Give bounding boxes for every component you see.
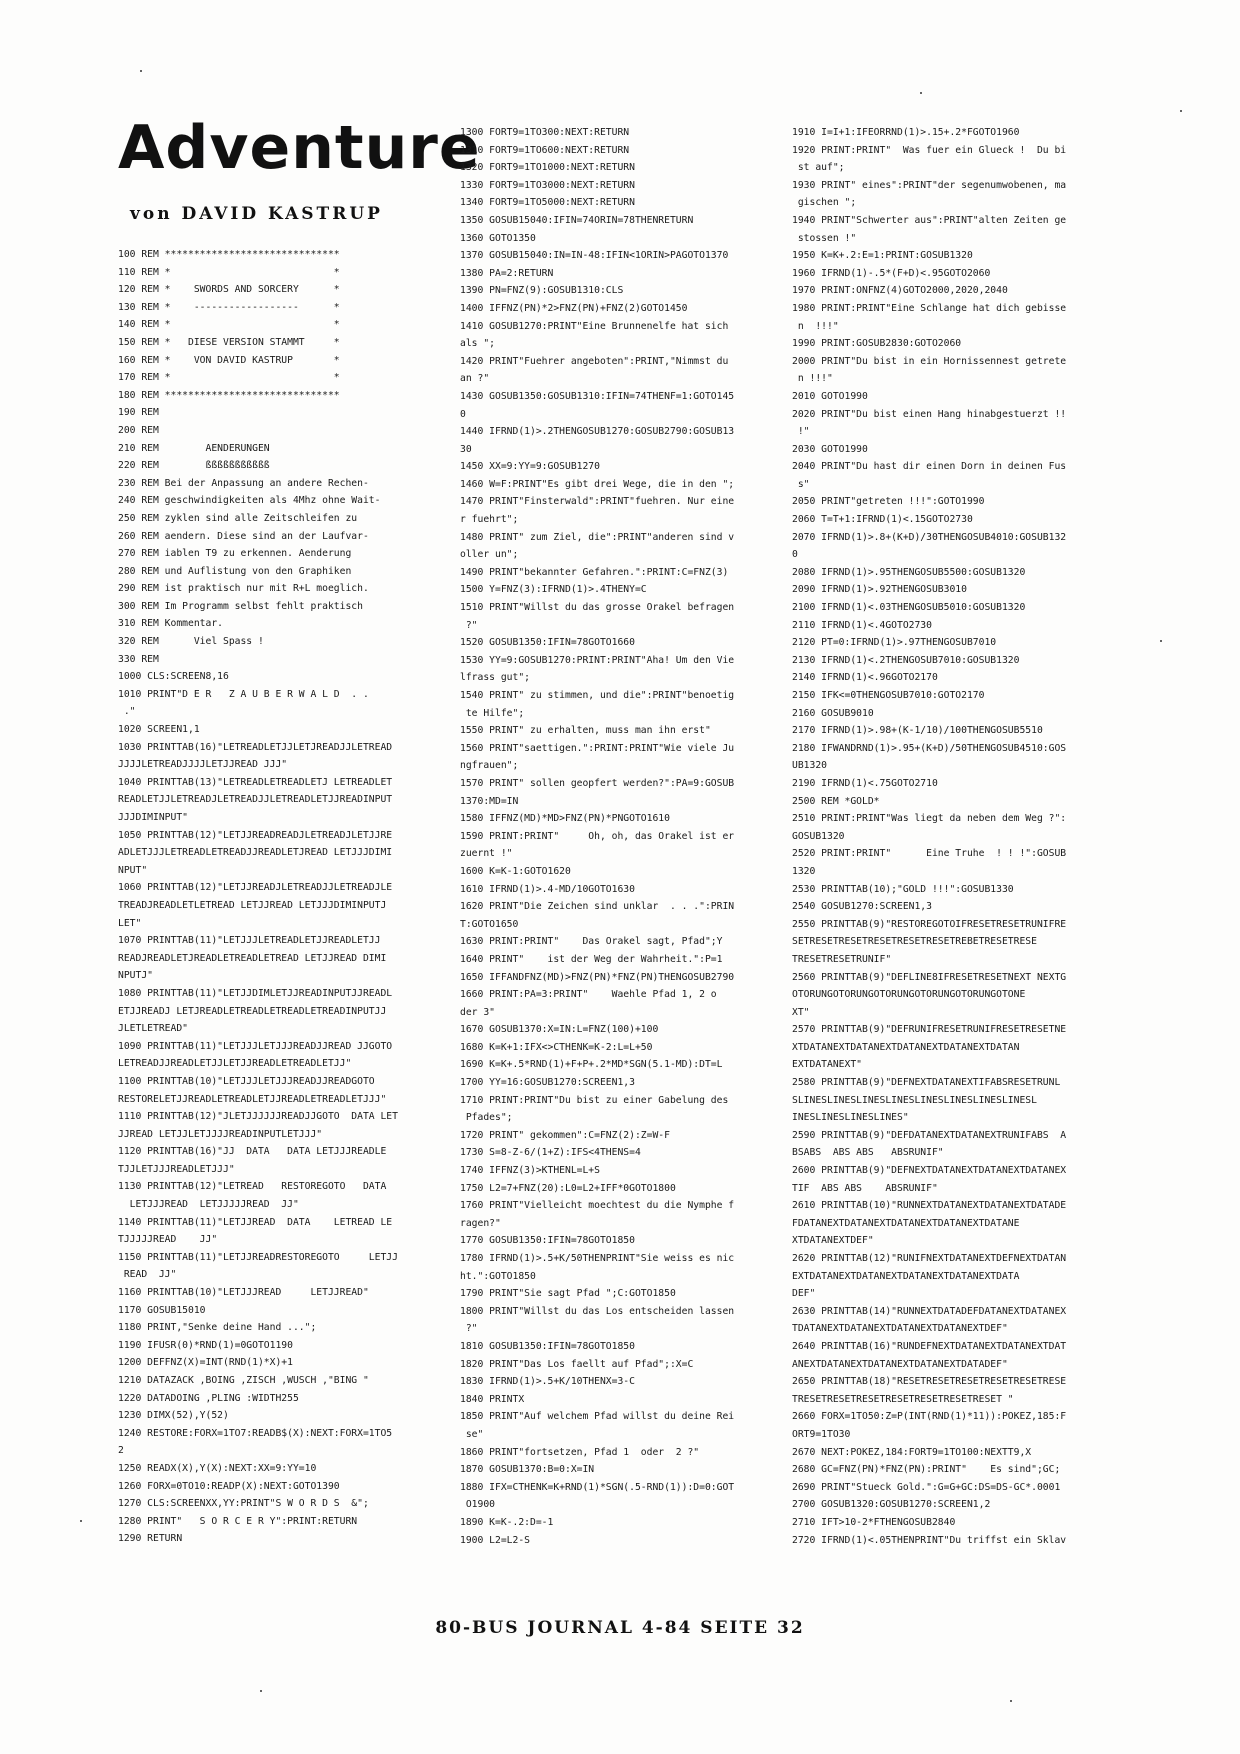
code-line: JJREAD LETJJLETJJJJREADINPUTLETJJJ": [118, 1128, 323, 1140]
code-line: 1660 PRINT:PA=3:PRINT" Waehle Pfad 1, 2 o: [460, 989, 717, 1001]
code-line: 2590 PRINTTAB(9)"DEFDATANEXTDATANEXTRUNIFABS A: [792, 1129, 1067, 1141]
code-line: 2130 IFRND(1)<.2THENGOSUB7010:GOSUB1320: [792, 654, 1020, 666]
code-line: 1940 PRINT"Schwerter aus":PRINT"alten Zeiten ge: [792, 214, 1067, 226]
code-line: 2540 GOSUB1270:SCREEN1,3: [792, 901, 932, 913]
code-line: 1060 PRINTTAB(12)"LETJJREADJLETREADJJLETREADJLE: [118, 882, 393, 894]
code-line: ht.":GOTO1850: [460, 1270, 536, 1282]
code-line: n !!!": [792, 373, 833, 385]
scan-speck: [1010, 1700, 1012, 1702]
code-line: 2080 IFRND(1)>.95THENGOSUB5500:GOSUB1320: [792, 566, 1026, 578]
scan-speck: [140, 70, 142, 72]
code-line: 1740 IFFNZ(3)>KTHENL=L+S: [460, 1165, 600, 1177]
code-line: 2140 IFRND(1)<.96GOTO2170: [792, 672, 938, 684]
code-line: 1630 PRINT:PRINT" Das Orakel sagt, Pfad";Y: [460, 936, 723, 948]
code-line: 220 REM ßßßßßßßßßßß: [118, 460, 270, 472]
code-line: 1680 K=K+1:IFX<>CTHENK=K-2:L=L+50: [460, 1041, 653, 1053]
code-line: 1700 YY=16:GOSUB1270:SCREEN1,3: [460, 1077, 635, 1089]
code-line: s": [792, 478, 810, 490]
code-line: an ?": [460, 373, 490, 385]
code-line: JJJDIMINPUT": [118, 812, 188, 823]
code-line: 1230 DIMX(52),Y(52): [118, 1410, 229, 1422]
code-line: 2090 IFRND(1)>.92THENGOSUB3010: [792, 584, 967, 596]
code-line: 2500 REM *GOLD*: [792, 795, 880, 807]
code-line: 1220 DATADOING ,PLING :WIDTH255: [118, 1392, 299, 1404]
code-line: 2560 PRINTTAB(9)"DEFLINE8IFRESETRESETNEXT NEXTG: [792, 971, 1067, 983]
code-line: 1600 K=K-1:GOTO1620: [460, 865, 571, 877]
code-line: 1070 PRINTTAB(11)"LETJJJLETREADLETJJREADLETJJ: [118, 935, 381, 947]
code-line: .": [118, 706, 136, 718]
code-line: SETRESETRESETRESETRESETRESETREBETRESETRESE: [792, 936, 1037, 948]
code-line: !": [792, 426, 810, 438]
code-line: 1330 FORT9=1TO3000:NEXT:RETURN: [460, 179, 635, 191]
code-line: 1240 RESTORE:FORX=1TO7:READB$(X):NEXT:FORX=1TO5: [118, 1427, 393, 1439]
code-line: 210 REM AENDERUNGEN: [118, 442, 270, 454]
code-line: 2000 PRINT"Du bist in ein Hornissennest getrete: [792, 355, 1067, 367]
code-line: 190 REM: [118, 407, 159, 419]
code-line: LETJJJREAD LETJJJJJREAD JJ": [118, 1199, 299, 1211]
code-line: 2190 IFRND(1)<.75GOTO2710: [792, 777, 938, 789]
code-line: ngfrauen";: [460, 760, 519, 772]
code-line: 2550 PRINTTAB(9)"RESTOREGOTOIFRESETRESETRUNIFRE: [792, 918, 1067, 930]
code-line: 1000 CLS:SCREEN8,16: [118, 671, 229, 683]
code-line: 1120 PRINTTAB(16)"JJ DATA DATA LETJJJREADLE: [118, 1146, 387, 1158]
code-line: 2160 GOSUB9010: [792, 707, 874, 719]
code-line: 1450 XX=9:YY=9:GOSUB1270: [460, 461, 600, 473]
code-line: 1410 GOSUB1270:PRINT"Eine Brunnenelfe hat sich: [460, 320, 729, 332]
code-line: 1920 PRINT:PRINT" Was fuer ein Glueck ! Du bi: [792, 144, 1067, 156]
code-line: 2030 GOTO1990: [792, 443, 868, 455]
code-line: 1930 PRINT" eines":PRINT"der segenumwobenen, ma: [792, 179, 1067, 191]
code-line: 2660 FORX=1TO50:Z=P(INT(RND(1)*11)):POKEZ,185:F: [792, 1411, 1067, 1423]
code-line: 1880 IFX=CTHENK=K+RND(1)*SGN(.5-RND(1)):D=0:GOT: [460, 1481, 735, 1493]
code-line: 1300 FORT9=1TO300:NEXT:RETURN: [460, 127, 630, 138]
code-line: 130 REM * ------------------ *: [118, 301, 340, 313]
code-line: 2070 IFRND(1)>.8+(K+D)/30THENGOSUB4010:GOSUB132: [792, 531, 1067, 543]
code-line: 2700 GOSUB1320:GOSUB1270:SCREEN1,2: [792, 1499, 991, 1511]
code-line: 1140 PRINTTAB(11)"LETJJREAD DATA LETREAD LE: [118, 1216, 393, 1228]
code-line: 30: [460, 443, 472, 455]
code-line: 1170 GOSUB15010: [118, 1304, 206, 1316]
code-line: 2100 IFRND(1)<.03THENGOSUB5010:GOSUB1320: [792, 602, 1026, 614]
code-line: 2150 IFK<=0THENGOSUB7010:GOTO2170: [792, 690, 985, 701]
code-line: 1760 PRINT"Vielleicht moechtest du die Nymphe f: [460, 1200, 735, 1212]
code-line: 1620 PRINT"Die Zeichen sind unklar . . .":PRIN: [460, 901, 735, 913]
code-line: 1030 PRINTTAB(16)"LETREADLETJJLETJREADJJLETREAD: [118, 741, 393, 753]
code-line: 2520 PRINT:PRINT" Eine Truhe ! ! !":GOSUB: [792, 848, 1067, 860]
scan-speck: [920, 92, 922, 94]
code-line: 140 REM * *: [118, 319, 340, 331]
code-line: BSABS ABS ABS ABSRUNIF": [792, 1147, 944, 1159]
code-line: O1900: [460, 1499, 495, 1511]
code-line: ANEXTDATANEXTDATANEXTDATANEXTDATADEF": [792, 1358, 1008, 1370]
code-line: 260 REM aendern. Diese sind an der Laufvar-: [118, 530, 369, 542]
code-line: st auf";: [792, 162, 845, 174]
code-line: 320 REM Viel Spass !: [118, 636, 264, 648]
code-line: 1840 PRINTX: [460, 1393, 525, 1405]
code-line: 1190 IFUSR(0)*RND(1)=0GOTO1190: [118, 1339, 293, 1351]
code-line: INESLINESLINESLINES": [792, 1112, 909, 1124]
code-line: lfrass gut";: [460, 672, 530, 684]
code-line: Pfades";: [460, 1112, 513, 1124]
code-line: 1480 PRINT" zum Ziel, die":PRINT"anderen sind v: [460, 531, 735, 543]
code-line: 1590 PRINT:PRINT" Oh, oh, das Orakel ist er: [460, 830, 735, 842]
code-line: 1670 GOSUB1370:X=IN:L=FNZ(100)+100: [460, 1024, 659, 1036]
code-line: 160 REM * VON DAVID KASTRUP *: [118, 354, 340, 366]
code-line: 1550 PRINT" zu erhalten, muss man ihn erst": [460, 725, 711, 737]
code-line: 1350 GOSUB15040:IFIN=74ORIN=78THENRETURN: [460, 214, 694, 226]
code-line: NPUTJ": [118, 970, 153, 982]
code-line: 1380 PA=2:RETURN: [460, 267, 554, 279]
code-line: te Hilfe";: [460, 707, 525, 719]
code-line: als ";: [460, 338, 495, 350]
code-line: TDATANEXTDATANEXTDATANEXTDATANEXTDEF": [792, 1323, 1008, 1335]
scan-speck: [80, 1520, 82, 1522]
code-line: T:GOTO1650: [460, 918, 519, 930]
code-line: TJJLETJJJREADLETJJJ": [118, 1163, 235, 1175]
code-line: 1210 DATAZACK ,BOING ,ZISCH ,WUSCH ,"BING ": [118, 1375, 369, 1386]
code-line: 1750 L2=7+FNZ(20):L0=L2+IFF*0GOTO1800: [460, 1182, 676, 1194]
code-line: READJREADLETJREADLETREADLETREAD LETJJREAD DIMI: [118, 952, 387, 964]
code-line: 1470 PRINT"Finsterwald":PRINT"fuehren. Nur eine: [460, 496, 735, 508]
code-line: 1260 FORX=0TO10:READP(X):NEXT:GOTO1390: [118, 1480, 340, 1492]
code-line: 1830 IFRND(1)>.5+K/10THENX=3-C: [460, 1376, 635, 1388]
code-line: 1510 PRINT"Willst du das grosse Orakel befragen: [460, 602, 735, 614]
code-line: 1080 PRINTTAB(11)"LETJJDIMLETJJREADINPUTJJREADL: [118, 987, 393, 999]
code-line: READ JJ": [118, 1269, 177, 1281]
listing-column-2: [460, 124, 790, 1714]
code-line: 1980 PRINT:PRINT"Eine Schlange hat dich gebisse: [792, 302, 1067, 314]
code-line: 1990 PRINT:GOSUB2830:GOTO2060: [792, 338, 962, 350]
code-line: 150 REM * DIESE VERSION STAMMT *: [118, 336, 340, 348]
code-line: 2040 PRINT"Du hast dir einen Dorn in deinen Fus: [792, 461, 1067, 473]
code-line: 2580 PRINTTAB(9)"DEFNEXTDATANEXTIFABSRESETRUNL: [792, 1077, 1061, 1089]
code-line: 110 REM * *: [118, 266, 340, 278]
code-line: ORT9=1TO30: [792, 1428, 851, 1440]
code-line: XTDATANEXTDEF": [792, 1235, 874, 1247]
code-line: 1500 Y=FNZ(3):IFRND(1)>.4THENY=C: [460, 584, 647, 596]
code-line: 1430 GOSUB1350:GOSUB1310:IFIN=74THENF=1:GOTO145: [460, 390, 735, 402]
code-line: 2020 PRINT"Du bist einen Hang hinabgestuerzt !!: [792, 408, 1067, 420]
code-line: ADLETJJJLETREADLETREADJJREADLETJREAD LETJJJDIMI: [118, 847, 393, 859]
code-line: 250 REM zyklen sind alle Zeitschleifen zu: [118, 512, 358, 524]
code-line: 1780 IFRND(1)>.5+K/50THENPRINT"Sie weiss es nic: [460, 1253, 735, 1264]
code-line: 1530 YY=9:GOSUB1270:PRINT:PRINT"Aha! Um den Vie: [460, 654, 735, 666]
code-line: 2060 T=T+1:IFRND(1)<.15GOTO2730: [792, 514, 973, 526]
code-line: 1640 PRINT" ist der Weg der Wahrheit.":P=1: [460, 953, 723, 965]
code-line: OTORUNGOTORUNGOTORUNGOTORUNGOTORUNGOTONE: [792, 989, 1026, 1001]
code-line: EXTDATANEXTDATANEXTDATANEXTDATANEXTDATA: [792, 1270, 1020, 1282]
code-line: 1850 PRINT"Auf welchem Pfad willst du deine Rei: [460, 1411, 735, 1423]
code-line: 1370 GOSUB15040:IN=IN-48:IFIN<1ORIN>PAGOTO1370: [460, 250, 729, 262]
code-line: 1310 FORT9=1TO600:NEXT:RETURN: [460, 144, 630, 156]
scan-speck: [1180, 110, 1182, 112]
code-line: JLETLETREAD": [118, 1023, 188, 1035]
code-line: 1540 PRINT" zu stimmen, und die":PRINT"benoetig: [460, 690, 735, 701]
code-line: 2510 PRINT:PRINT"Was liegt da neben dem Weg ?":: [792, 813, 1067, 825]
code-line: 2170 IFRND(1)>.98+(K-1/10)/100THENGOSUB5510: [792, 725, 1043, 737]
code-line: 1100 PRINTTAB(10)"LETJJJLETJJJREADJJREADGOTO: [118, 1075, 375, 1087]
code-line: 2110 IFRND(1)<.4GOTO2730: [792, 619, 932, 631]
code-line: se": [460, 1428, 484, 1440]
code-line: 2610 PRINTTAB(10)"RUNNEXTDATANEXTDATANEXTDATADE: [792, 1200, 1067, 1212]
code-line: 1390 PN=FNZ(9):GOSUB1310:CLS: [460, 285, 624, 297]
code-line: 310 REM Kommentar.: [118, 618, 223, 630]
code-line: 1280 PRINT" S O R C E R Y":PRINT:RETURN: [118, 1515, 358, 1527]
code-line: EXTDATANEXT": [792, 1059, 862, 1071]
code-line: 1290 RETURN: [118, 1533, 183, 1545]
code-line: ragen?": [460, 1217, 501, 1229]
code-line: 2630 PRINTTAB(14)"RUNNEXTDATADEFDATANEXTDATANEX: [792, 1305, 1067, 1317]
article-title: Adventure: [118, 113, 481, 183]
code-line: 1010 PRINT"D E R Z A U B E R W A L D . .: [118, 688, 369, 700]
code-line: TIF ABS ABS ABSRUNIF": [792, 1182, 938, 1194]
page-footer: 80-BUS JOURNAL 4-84 SEITE 32: [435, 1618, 805, 1638]
code-line: LET": [118, 917, 142, 929]
code-line: 1360 GOTO1350: [460, 232, 536, 244]
code-line: 280 REM und Auflistung von den Graphiken: [118, 565, 352, 577]
code-line: 120 REM * SWORDS AND SORCERY *: [118, 284, 340, 296]
code-line: TRESETRESETRESETRESETRESETRESETRESET ": [792, 1393, 1014, 1405]
code-line: 300 REM Im Programm selbst fehlt praktisch: [118, 600, 363, 612]
code-line: 1960 IFRND(1)-.5*(F+D)<.95GOTO2060: [792, 267, 991, 279]
code-line: 1890 K=K-.2:D=-1: [460, 1516, 554, 1528]
code-line: r fuehrt";: [460, 514, 519, 526]
code-line: 1770 GOSUB1350:IFIN=78GOTO1850: [460, 1235, 635, 1247]
code-line: XTDATANEXTDATANEXTDATANEXTDATANEXTDATAN: [792, 1041, 1020, 1053]
code-line: 1200 DEFFNZ(X)=INT(RND(1)*X)+1: [118, 1357, 293, 1369]
code-line: ?": [460, 1323, 478, 1335]
code-line: 1900 L2=L2-S: [460, 1534, 530, 1546]
code-line: 1910 I=I+1:IFEORRND(1)>.15+.2*FGOTO1960: [792, 127, 1020, 138]
code-line: 1950 K=K+.2:E=1:PRINT:GOSUB1320: [792, 250, 973, 262]
code-line: 1970 PRINT:ONFNZ(4)GOTO2000,2020,2040: [792, 285, 1008, 297]
code-line: 1320: [792, 865, 816, 877]
code-line: 2710 IFT>10-2*FTHENGOSUB2840: [792, 1516, 956, 1528]
code-line: stossen !": [792, 232, 857, 244]
code-line: LETREADJJREADLETJJLETJJREADLETREADLETJJ": [118, 1058, 352, 1070]
code-line: XT": [792, 1006, 810, 1018]
code-line: 170 REM * *: [118, 372, 340, 384]
code-line: 200 REM: [118, 424, 159, 436]
code-line: 1420 PRINT"Fuehrer angeboten":PRINT,"Nimmst du: [460, 355, 729, 367]
listing-column-3: [792, 124, 1122, 1714]
code-line: 1790 PRINT"Sie sagt Pfad ";C:GOTO1850: [460, 1288, 676, 1300]
code-line: 1690 K=K+.5*RND(1)+F+P+.2*MD*SGN(5.1-MD):DT=L: [460, 1059, 723, 1071]
code-line: 2670 NEXT:POKEZ,184:FORT9=1TO100:NEXTT9,X: [792, 1446, 1032, 1458]
code-line: 1610 IFRND(1)>.4-MD/10GOTO1630: [460, 883, 635, 895]
code-line: 2: [118, 1445, 124, 1457]
code-line: 1720 PRINT" gekommen":C=FNZ(2):Z=W-F: [460, 1129, 670, 1141]
code-line: 270 REM iablen T9 zu erkennen. Aenderung: [118, 548, 352, 560]
code-line: 2690 PRINT"Stueck Gold.":G=G+GC:DS=DS-GC*.0001: [792, 1481, 1061, 1493]
code-line: gischen ";: [792, 197, 857, 209]
code-line: 1730 S=8-Z-6/(1+Z):IFS<4THENS=4: [460, 1147, 641, 1159]
code-line: GOSUB1320: [792, 830, 845, 842]
code-line: READLETJJLETREADJLETREADJJLETREADLETJJREADINPUT: [118, 794, 393, 806]
code-line: 1560 PRINT"saettigen.":PRINT:PRINT"Wie viele Ju: [460, 742, 735, 754]
code-line: 1870 GOSUB1370:B=0:X=IN: [460, 1464, 595, 1476]
code-line: 1800 PRINT"Willst du das Los entscheiden lassen: [460, 1305, 735, 1317]
code-line: DEF": [792, 1288, 816, 1300]
code-line: 2640 PRINTTAB(16)"RUNDEFNEXTDATANEXTDATANEXTDAT: [792, 1340, 1067, 1352]
code-line: 1370:MD=IN: [460, 795, 519, 807]
code-line: 1020 SCREEN1,1: [118, 724, 200, 736]
code-line: 100 REM ******************************: [118, 249, 340, 260]
code-line: 330 REM: [118, 653, 159, 665]
scan-speck: [260, 1690, 262, 1692]
code-line: JJJJLETREADJJJJLETJJREAD JJJ": [118, 759, 288, 771]
code-line: 2180 IFWANDRND(1)>.95+(K+D)/50THENGOSUB4510:GOS: [792, 742, 1067, 754]
code-line: TREADJREADLETLETREAD LETJJREAD LETJJJDIMINPUTJ: [118, 899, 387, 911]
code-line: 1150 PRINTTAB(11)"LETJJREADRESTOREGOTO LETJJ: [118, 1251, 398, 1263]
code-line: 2050 PRINT"getreten !!!":GOTO1990: [792, 496, 985, 508]
code-line: 2620 PRINTTAB(12)"RUNIFNEXTDATANEXTDEFNEXTDATAN: [792, 1253, 1067, 1264]
code-line: 1320 FORT9=1TO1000:NEXT:RETURN: [460, 162, 635, 174]
code-line: 2530 PRINTTAB(10);"GOLD !!!":GOSUB1330: [792, 883, 1014, 895]
code-line: 1050 PRINTTAB(12)"LETJJREADREADJLETREADJLETJJRE: [118, 829, 393, 841]
code-line: 230 REM Bei der Anpassung an andere Rechen-: [118, 477, 369, 489]
code-line: 1160 PRINTTAB(10)"LETJJJREAD LETJJREAD": [118, 1287, 369, 1299]
code-line: 1090 PRINTTAB(11)"LETJJJLETJJJREADJJREAD JJGOTO: [118, 1040, 393, 1052]
code-line: 1490 PRINT"bekannter Gefahren.":PRINT:C=FNZ(3): [460, 566, 729, 578]
code-line: TJJJJJREAD JJ": [118, 1234, 218, 1246]
code-line: 2650 PRINTTAB(18)"RESETRESETRESETRESETRESETRESE: [792, 1376, 1067, 1388]
code-line: 290 REM ist praktisch nur mit R+L moeglich.: [118, 583, 369, 595]
article-byline: von DAVID KASTRUP: [130, 204, 383, 224]
code-line: 2570 PRINTTAB(9)"DEFRUNIFRESETRUNIFRESETRESETNE: [792, 1024, 1067, 1036]
code-line: 2120 PT=0:IFRND(1)>.97THENGOSUB7010: [792, 637, 997, 649]
code-line: 0: [792, 549, 798, 561]
code-line: 1250 READX(X),Y(X):NEXT:XX=9:YY=10: [118, 1462, 317, 1474]
code-line: 1710 PRINT:PRINT"Du bist zu einer Gabelung des: [460, 1094, 729, 1106]
code-line: 1860 PRINT"fortsetzen, Pfad 1 oder 2 ?": [460, 1446, 700, 1458]
code-line: 1130 PRINTTAB(12)"LETREAD RESTOREGOTO DATA: [118, 1181, 387, 1193]
code-line: 1270 CLS:SCREENXX,YY:PRINT"S W O R D S &";: [118, 1498, 369, 1510]
code-line: RESTORELETJJREADLETREADLETJJREADLETREADLETJJJ": [118, 1093, 387, 1105]
code-line: NPUT": [118, 864, 148, 876]
code-line: 0: [460, 408, 466, 420]
code-line: 1340 FORT9=1TO5000:NEXT:RETURN: [460, 197, 635, 209]
code-line: 1460 W=F:PRINT"Es gibt drei Wege, die in den ";: [460, 478, 735, 490]
code-line: TRESETRESETRUNIF": [792, 953, 892, 965]
code-line: UB1320: [792, 760, 827, 772]
listing-column-1: [118, 246, 456, 1706]
code-line: 2680 GC=FNZ(PN)*FNZ(PN):PRINT" Es sind";GC;: [792, 1464, 1061, 1476]
code-line: 2600 PRINTTAB(9)"DEFNEXTDATANEXTDATANEXTDATANEX: [792, 1165, 1067, 1177]
code-line: SLINESLINESLINESLINESLINESLINESLINESLINESL: [792, 1094, 1037, 1106]
code-line: 1040 PRINTTAB(13)"LETREADLETREADLETJ LETREADLET: [118, 776, 393, 788]
code-line: 1570 PRINT" sollen geopfert werden?":PA=9:GOSUB: [460, 777, 735, 789]
code-line: ETJJREADJ LETJREADLETREADLETREADLETREADINPUTJJ: [118, 1005, 387, 1017]
code-line: ?": [460, 619, 478, 631]
scan-speck: [1160, 640, 1162, 642]
code-line: 2010 GOTO1990: [792, 390, 868, 402]
code-line: 1110 PRINTTAB(12)"JLETJJJJJJREADJJGOTO DATA LET: [118, 1111, 398, 1123]
code-line: der 3": [460, 1006, 495, 1018]
code-line: 2720 IFRND(1)<.05THENPRINT"Du triffst ein Sklav: [792, 1534, 1067, 1546]
code-line: 1440 IFRND(1)>.2THENGOSUB1270:GOSUB2790:GOSUB13: [460, 426, 735, 438]
code-line: 1810 GOSUB1350:IFIN=78GOTO1850: [460, 1340, 635, 1352]
code-line: FDATANEXTDATANEXTDATANEXTDATANEXTDATANE: [792, 1217, 1020, 1229]
code-line: 1650 IFFANDFNZ(MD)>FNZ(PN)*FNZ(PN)THENGOSUB2790: [460, 971, 735, 983]
code-line: n !!!": [792, 320, 839, 332]
code-line: 1180 PRINT,"Senke deine Hand ...";: [118, 1322, 317, 1334]
code-line: 1580 IFFNZ(MD)*MD>FNZ(PN)*PNGOTO1610: [460, 813, 670, 825]
code-line: 1520 GOSUB1350:IFIN=78GOTO1660: [460, 637, 635, 649]
code-line: 180 REM ******************************: [118, 389, 340, 401]
code-line: 1820 PRINT"Das Los faellt auf Pfad";:X=C: [460, 1358, 694, 1370]
code-line: zuernt !": [460, 848, 513, 860]
code-line: 1400 IFFNZ(PN)*2>FNZ(PN)+FNZ(2)GOTO1450: [460, 302, 688, 314]
code-line: 240 REM geschwindigkeiten als 4Mhz ohne Wait-: [118, 495, 381, 507]
code-line: oller un";: [460, 549, 519, 561]
